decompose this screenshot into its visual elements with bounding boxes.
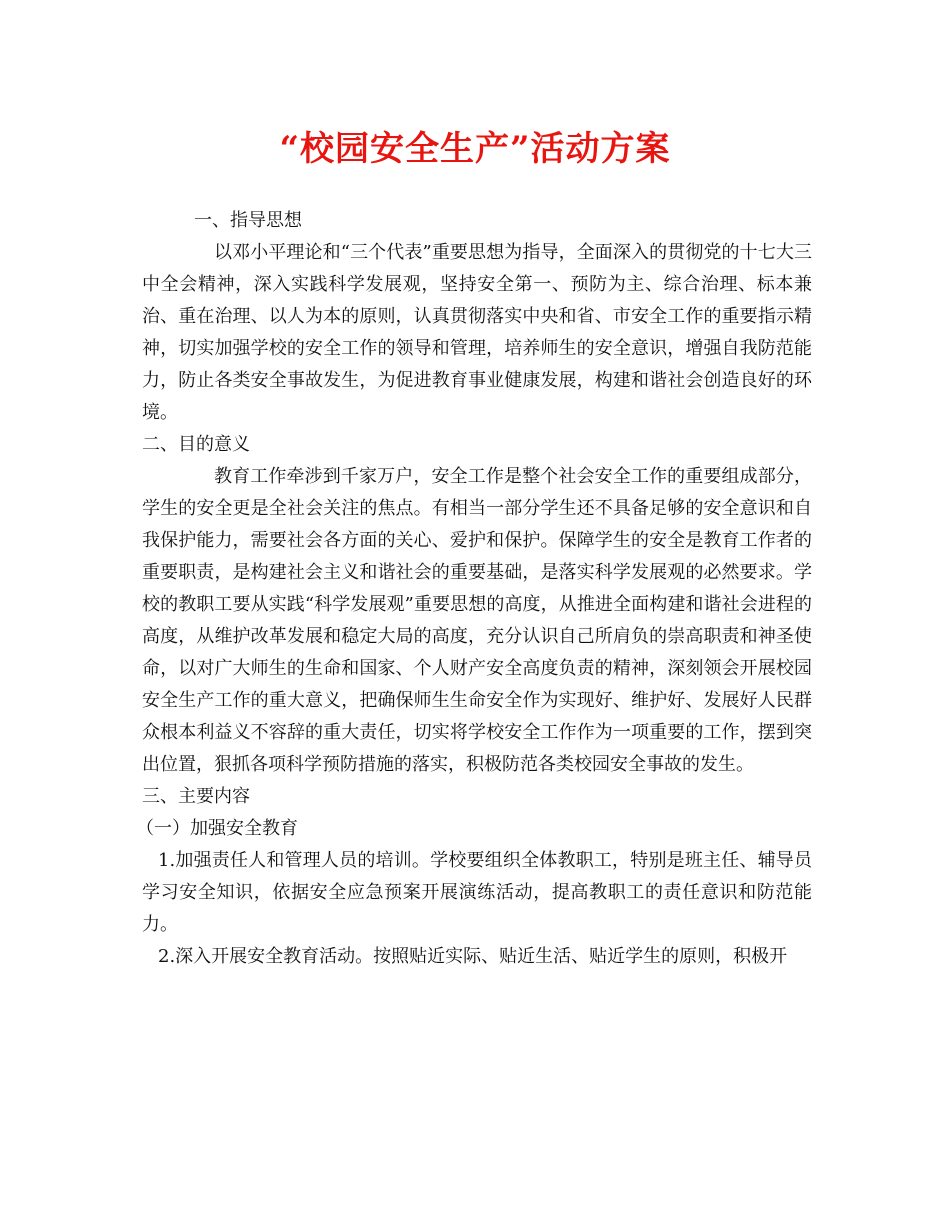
list-item: 2.深入开展安全教育活动。按照贴近实际、贴近生活、贴近学生的原则，积极开	[158, 946, 788, 967]
section-paragraph-purpose: 教育工作牵涉到千家万户，安全工作是整个社会安全工作的重要组成部分，学生的安全更是全社会关注的焦点。有相当一部分学生还不具备足够的安全意识和自我保护能力，需要社会各方面的关心、爱护和保护。保障学生的安全是教育工作者的重要职责，是构建社会主义和谐社会的重要基础，是落实科学发展观的必然要求。学校的教职工要从实践“科学发展观”重要思想的高度，从推进全面构建和谐社会进程的高度，从维护改革发展和稳定大局的高度，充分认识自己所肩负的崇高职责和神圣使命，以对广大师生的生命和国家、个人财产安全高度负责的精神，深刻领会开展校园安全生产工作的重大意义，把确保师生生命安全作为实现好、维护好、发展好人民群众根本利益义不容辞的重大责任，切实将学校安全工作作为一项重要的工作，摆到突出位置，狠抓各项科学预防措施的落实，积极防范各类校园安全事故的发生。	[142, 466, 812, 775]
list-item: 1.加强责任人和管理人员的培训。学校要组织全体教职工，特别是班主任、辅导员学习安全知识，依据安全应急预案开展演练活动，提高教职工的责任意识和防范能力。	[142, 850, 812, 935]
subsection-heading-safety-education: （一）加强安全教育	[136, 818, 298, 839]
section-heading-main-content: 三、主要内容	[142, 786, 250, 807]
section-heading-purpose: 二、目的意义	[142, 434, 250, 455]
section-heading-guiding-ideology: 一、指导思想	[194, 210, 302, 231]
section-paragraph-guiding-ideology: 以邓小平理论和“三个代表”重要思想为指导，全面深入的贯彻党的十七大三中全会精神，深入实践科学发展观，坚持安全第一、预防为主、综合治理、标本兼治、重在治理、以人为本的原则，认真贯彻落实中央和省、市安全工作的重要指示精神，切实加强学校的安全工作的领导和管理，培养师生的安全意识，增强自我防范能力，防止各类安全事故发生，为促进教育事业健康发展，构建和谐社会创造良好的环境。	[142, 242, 812, 423]
document-title: “校园安全生产”活动方案	[279, 129, 671, 169]
document-body	[136, 205, 812, 973]
